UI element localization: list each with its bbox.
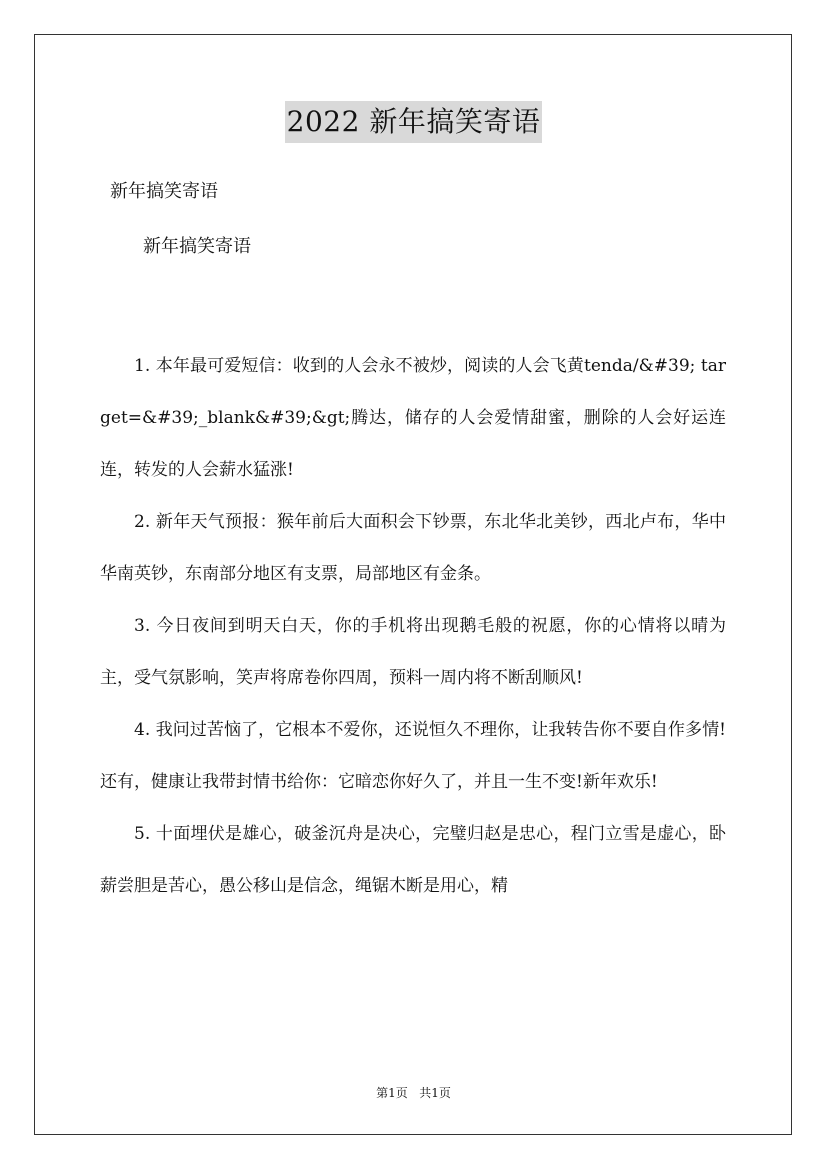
document-body — [100, 340, 726, 912]
page-number: 第1页 — [376, 1086, 408, 1100]
page-footer — [0, 1084, 827, 1102]
subtitle-secondary: 新年搞笑寄语 — [143, 236, 251, 257]
paragraph-2: 2. 新年天气预报：猴年前后大面积会下钞票，东北华北美钞，西北卢布，华中华南英钞，东南部分地区有支票，局部地区有金条。 — [100, 512, 726, 584]
paragraph-4: 4. 我问过苦恼了，它根本不爱你，还说恒久不理你，让我转告你不要自作多情!还有，健康让我带封情书给你：它暗恋你好久了，并且一生不变!新年欢乐! — [100, 720, 726, 792]
subtitle-primary: 新年搞笑寄语 — [110, 181, 218, 202]
paragraph-3: 3. 今日夜间到明天白天，你的手机将出现鹅毛般的祝愿，你的心情将以晴为主，受气氛影响，笑声将席卷你四周，预料一周内将不断刮顺风! — [100, 616, 726, 688]
paragraph-1: 1. 本年最可爱短信：收到的人会永不被炒，阅读的人会飞黄tenda/&#39; target=&#39;_blank&#39;&gt;腾达，储存的人会爱情甜蜜，删除的人会好运连连，转发的人会薪水猛涨! — [100, 356, 726, 480]
document-title: 2022 新年搞笑寄语 — [285, 101, 543, 143]
paragraph-5: 5. 十面埋伏是雄心，破釜沉舟是决心，完璧归赵是忠心，程门立雪是虚心，卧薪尝胆是苦心，愚公移山是信念，绳锯木断是用心，精 — [100, 824, 726, 896]
title-container — [0, 101, 827, 143]
page-total: 共1页 — [419, 1086, 451, 1100]
